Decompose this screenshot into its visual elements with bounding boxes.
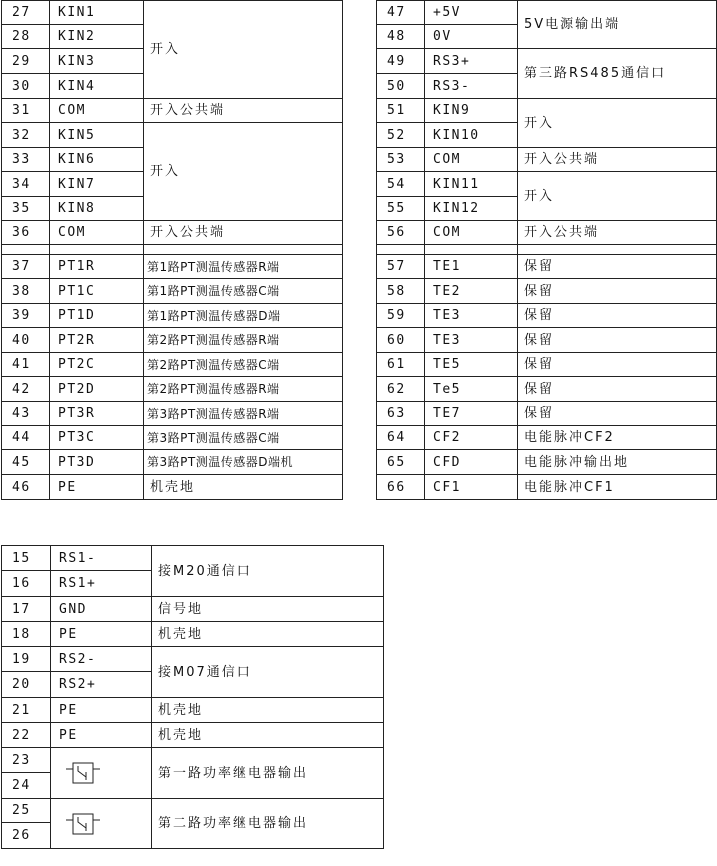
terminal-code: PT1R bbox=[50, 255, 144, 279]
table-row bbox=[2, 622, 384, 647]
terminal-table-right bbox=[376, 0, 717, 500]
terminal-code: 0V bbox=[425, 25, 518, 49]
terminal-code: KIN7 bbox=[50, 172, 144, 197]
terminal-number: 41 bbox=[2, 353, 50, 377]
terminal-desc: 第3路PT测温传感器R端 bbox=[144, 402, 343, 426]
table-row bbox=[2, 304, 343, 328]
terminal-code: TE5 bbox=[425, 353, 518, 377]
terminal-number: 20 bbox=[2, 672, 51, 698]
table-row bbox=[2, 450, 343, 475]
table-row bbox=[377, 49, 717, 74]
terminal-desc: 开入公共端 bbox=[144, 99, 343, 123]
terminal-desc: 第2路PT测温传感器C端 bbox=[144, 353, 343, 377]
relay-contact-icon bbox=[65, 760, 101, 786]
terminal-number: 47 bbox=[377, 1, 425, 25]
table-row bbox=[2, 723, 384, 748]
separator-row bbox=[377, 245, 717, 255]
terminal-number: 40 bbox=[2, 328, 50, 353]
terminal-number: 61 bbox=[377, 353, 425, 377]
terminal-desc: 电能脉冲输出地 bbox=[518, 450, 717, 475]
table-row bbox=[2, 799, 384, 823]
table-row bbox=[377, 221, 717, 245]
terminal-code: KIN4 bbox=[50, 74, 144, 99]
table-row bbox=[2, 647, 384, 672]
terminal-number: 23 bbox=[2, 748, 51, 773]
table-row bbox=[2, 402, 343, 426]
table-row bbox=[377, 99, 717, 123]
terminal-desc: 第1路PT测温传感器C端 bbox=[144, 279, 343, 304]
terminal-code: COM bbox=[425, 221, 518, 245]
terminal-number: 52 bbox=[377, 123, 425, 148]
terminal-table-left bbox=[1, 0, 343, 500]
terminal-code: TE7 bbox=[425, 402, 518, 426]
separator-row bbox=[2, 245, 343, 255]
terminal-desc: 第2路PT测温传感器R端 bbox=[144, 328, 343, 353]
terminal-code: PE bbox=[50, 475, 144, 500]
terminal-group-desc: 第二路功率继电器输出 bbox=[152, 799, 384, 849]
table-row bbox=[2, 748, 384, 773]
terminal-number: 64 bbox=[377, 426, 425, 450]
terminal-number: 33 bbox=[2, 148, 50, 172]
table-row bbox=[377, 402, 717, 426]
terminal-number: 26 bbox=[2, 823, 51, 849]
terminal-number: 50 bbox=[377, 74, 425, 99]
terminal-number: 35 bbox=[2, 197, 50, 221]
terminal-number: 37 bbox=[2, 255, 50, 279]
terminal-code: TE2 bbox=[425, 279, 518, 304]
terminal-code: TE1 bbox=[425, 255, 518, 279]
terminal-code: PT2D bbox=[50, 377, 144, 402]
terminal-number: 48 bbox=[377, 25, 425, 49]
terminal-code: PE bbox=[51, 622, 152, 647]
table-row bbox=[2, 123, 343, 148]
terminal-desc: 第2路PT测温传感器R端 bbox=[144, 377, 343, 402]
table-row bbox=[2, 597, 384, 622]
terminal-code: RS3- bbox=[425, 74, 518, 99]
terminal-code: PE bbox=[51, 723, 152, 748]
terminal-code: KIN11 bbox=[425, 172, 518, 197]
terminal-desc: 保留 bbox=[518, 328, 717, 353]
table-row bbox=[2, 426, 343, 450]
terminal-code: KIN9 bbox=[425, 99, 518, 123]
table-row bbox=[2, 546, 384, 571]
table-row bbox=[377, 304, 717, 328]
table-row bbox=[2, 328, 343, 353]
terminal-group-desc: 第一路功率继电器输出 bbox=[152, 748, 384, 799]
table-row bbox=[377, 148, 717, 172]
terminal-desc: 保留 bbox=[518, 279, 717, 304]
terminal-number: 17 bbox=[2, 597, 51, 622]
terminal-number: 60 bbox=[377, 328, 425, 353]
terminal-number: 44 bbox=[2, 426, 50, 450]
table-row bbox=[2, 279, 343, 304]
terminal-code: GND bbox=[51, 597, 152, 622]
terminal-number: 63 bbox=[377, 402, 425, 426]
table-row bbox=[2, 99, 343, 123]
table-row bbox=[377, 328, 717, 353]
terminal-group-desc: 5V电源输出端 bbox=[518, 1, 717, 49]
table-row bbox=[377, 426, 717, 450]
terminal-code: KIN8 bbox=[50, 197, 144, 221]
terminal-desc: 保留 bbox=[518, 377, 717, 402]
terminal-code: Te5 bbox=[425, 377, 518, 402]
terminal-number: 53 bbox=[377, 148, 425, 172]
terminal-code: TE3 bbox=[425, 328, 518, 353]
table-row bbox=[2, 353, 343, 377]
terminal-desc: 机壳地 bbox=[152, 698, 384, 723]
terminal-code: TE3 bbox=[425, 304, 518, 328]
table-row bbox=[2, 221, 343, 245]
terminal-code: RS2- bbox=[51, 647, 152, 672]
terminal-number: 24 bbox=[2, 773, 51, 799]
terminal-desc: 信号地 bbox=[152, 597, 384, 622]
terminal-code: RS3+ bbox=[425, 49, 518, 74]
terminal-group-desc: 开入 bbox=[518, 99, 717, 148]
terminal-number: 19 bbox=[2, 647, 51, 672]
terminal-group-desc: 开入 bbox=[144, 1, 343, 99]
relay-contact-icon bbox=[65, 811, 101, 837]
terminal-code: PT1D bbox=[50, 304, 144, 328]
terminal-number: 56 bbox=[377, 221, 425, 245]
terminal-code: PT2C bbox=[50, 353, 144, 377]
table-row bbox=[377, 475, 717, 500]
terminal-number: 36 bbox=[2, 221, 50, 245]
terminal-number: 46 bbox=[2, 475, 50, 500]
terminal-number: 51 bbox=[377, 99, 425, 123]
terminal-number: 25 bbox=[2, 799, 51, 823]
terminal-code: RS2+ bbox=[51, 672, 152, 698]
table-row bbox=[377, 255, 717, 279]
terminal-number: 62 bbox=[377, 377, 425, 402]
terminal-number: 45 bbox=[2, 450, 50, 475]
terminal-code: COM bbox=[50, 99, 144, 123]
terminal-code: PT3D bbox=[50, 450, 144, 475]
terminal-desc: 保留 bbox=[518, 353, 717, 377]
terminal-number: 42 bbox=[2, 377, 50, 402]
terminal-code: PT2R bbox=[50, 328, 144, 353]
terminal-number: 27 bbox=[2, 1, 50, 25]
terminal-desc: 开入公共端 bbox=[518, 221, 717, 245]
terminal-desc: 机壳地 bbox=[152, 622, 384, 647]
terminal-group-desc: 接M20通信口 bbox=[152, 546, 384, 597]
terminal-desc: 第3路PT测温传感器D端机 bbox=[144, 450, 343, 475]
terminal-desc: 开入公共端 bbox=[144, 221, 343, 245]
terminal-code: CF2 bbox=[425, 426, 518, 450]
terminal-number: 66 bbox=[377, 475, 425, 500]
terminal-table-bottom bbox=[1, 545, 384, 849]
table-row bbox=[2, 255, 343, 279]
terminal-number: 32 bbox=[2, 123, 50, 148]
terminal-desc: 第3路PT测温传感器C端 bbox=[144, 426, 343, 450]
terminal-number: 21 bbox=[2, 698, 51, 723]
terminal-code: PE bbox=[51, 698, 152, 723]
terminal-number: 43 bbox=[2, 402, 50, 426]
terminal-number: 49 bbox=[377, 49, 425, 74]
terminal-code: KIN6 bbox=[50, 148, 144, 172]
terminal-number: 15 bbox=[2, 546, 51, 571]
table-row bbox=[2, 377, 343, 402]
terminal-code: PT1C bbox=[50, 279, 144, 304]
terminal-desc: 保留 bbox=[518, 255, 717, 279]
terminal-desc: 机壳地 bbox=[152, 723, 384, 748]
terminal-code: COM bbox=[50, 221, 144, 245]
terminal-number: 55 bbox=[377, 197, 425, 221]
terminal-code: CF1 bbox=[425, 475, 518, 500]
terminal-code: PT3C bbox=[50, 426, 144, 450]
terminal-number: 16 bbox=[2, 571, 51, 597]
relay-contact-cell bbox=[51, 799, 152, 849]
table-row bbox=[2, 698, 384, 723]
terminal-number: 28 bbox=[2, 25, 50, 49]
terminal-number: 58 bbox=[377, 279, 425, 304]
terminal-number: 18 bbox=[2, 622, 51, 647]
terminal-code: CFD bbox=[425, 450, 518, 475]
terminal-number: 30 bbox=[2, 74, 50, 99]
terminal-group-desc: 接M07通信口 bbox=[152, 647, 384, 698]
table-row bbox=[377, 279, 717, 304]
terminal-desc: 第1路PT测温传感器D端 bbox=[144, 304, 343, 328]
terminal-group-desc: 第三路RS485通信口 bbox=[518, 49, 717, 99]
terminal-desc: 第1路PT测温传感器R端 bbox=[144, 255, 343, 279]
terminal-code: KIN2 bbox=[50, 25, 144, 49]
terminal-desc: 开入公共端 bbox=[518, 148, 717, 172]
table-row bbox=[377, 377, 717, 402]
terminal-number: 59 bbox=[377, 304, 425, 328]
table-row bbox=[2, 475, 343, 500]
table-row bbox=[377, 353, 717, 377]
terminal-number: 34 bbox=[2, 172, 50, 197]
terminal-code: KIN3 bbox=[50, 49, 144, 74]
terminal-code: KIN5 bbox=[50, 123, 144, 148]
terminal-number: 29 bbox=[2, 49, 50, 74]
terminal-desc: 机壳地 bbox=[144, 475, 343, 500]
terminal-desc: 保留 bbox=[518, 304, 717, 328]
terminal-code: +5V bbox=[425, 1, 518, 25]
terminal-number: 22 bbox=[2, 723, 51, 748]
table-row bbox=[377, 450, 717, 475]
terminal-number: 39 bbox=[2, 304, 50, 328]
terminal-number: 31 bbox=[2, 99, 50, 123]
table-row bbox=[377, 1, 717, 25]
terminal-desc: 电能脉冲CF1 bbox=[518, 475, 717, 500]
terminal-desc: 保留 bbox=[518, 402, 717, 426]
terminal-code: KIN12 bbox=[425, 197, 518, 221]
terminal-number: 65 bbox=[377, 450, 425, 475]
terminal-code: PT3R bbox=[50, 402, 144, 426]
terminal-code: COM bbox=[425, 148, 518, 172]
terminal-group-desc: 开入 bbox=[518, 172, 717, 221]
table-row bbox=[377, 172, 717, 197]
terminal-code: KIN1 bbox=[50, 1, 144, 25]
relay-contact-cell bbox=[51, 748, 152, 799]
table-row bbox=[2, 1, 343, 25]
terminal-number: 38 bbox=[2, 279, 50, 304]
terminal-desc: 电能脉冲CF2 bbox=[518, 426, 717, 450]
terminal-number: 54 bbox=[377, 172, 425, 197]
terminal-code: KIN10 bbox=[425, 123, 518, 148]
terminal-code: RS1+ bbox=[51, 571, 152, 597]
terminal-number: 57 bbox=[377, 255, 425, 279]
terminal-group-desc: 开入 bbox=[144, 123, 343, 221]
terminal-code: RS1- bbox=[51, 546, 152, 571]
